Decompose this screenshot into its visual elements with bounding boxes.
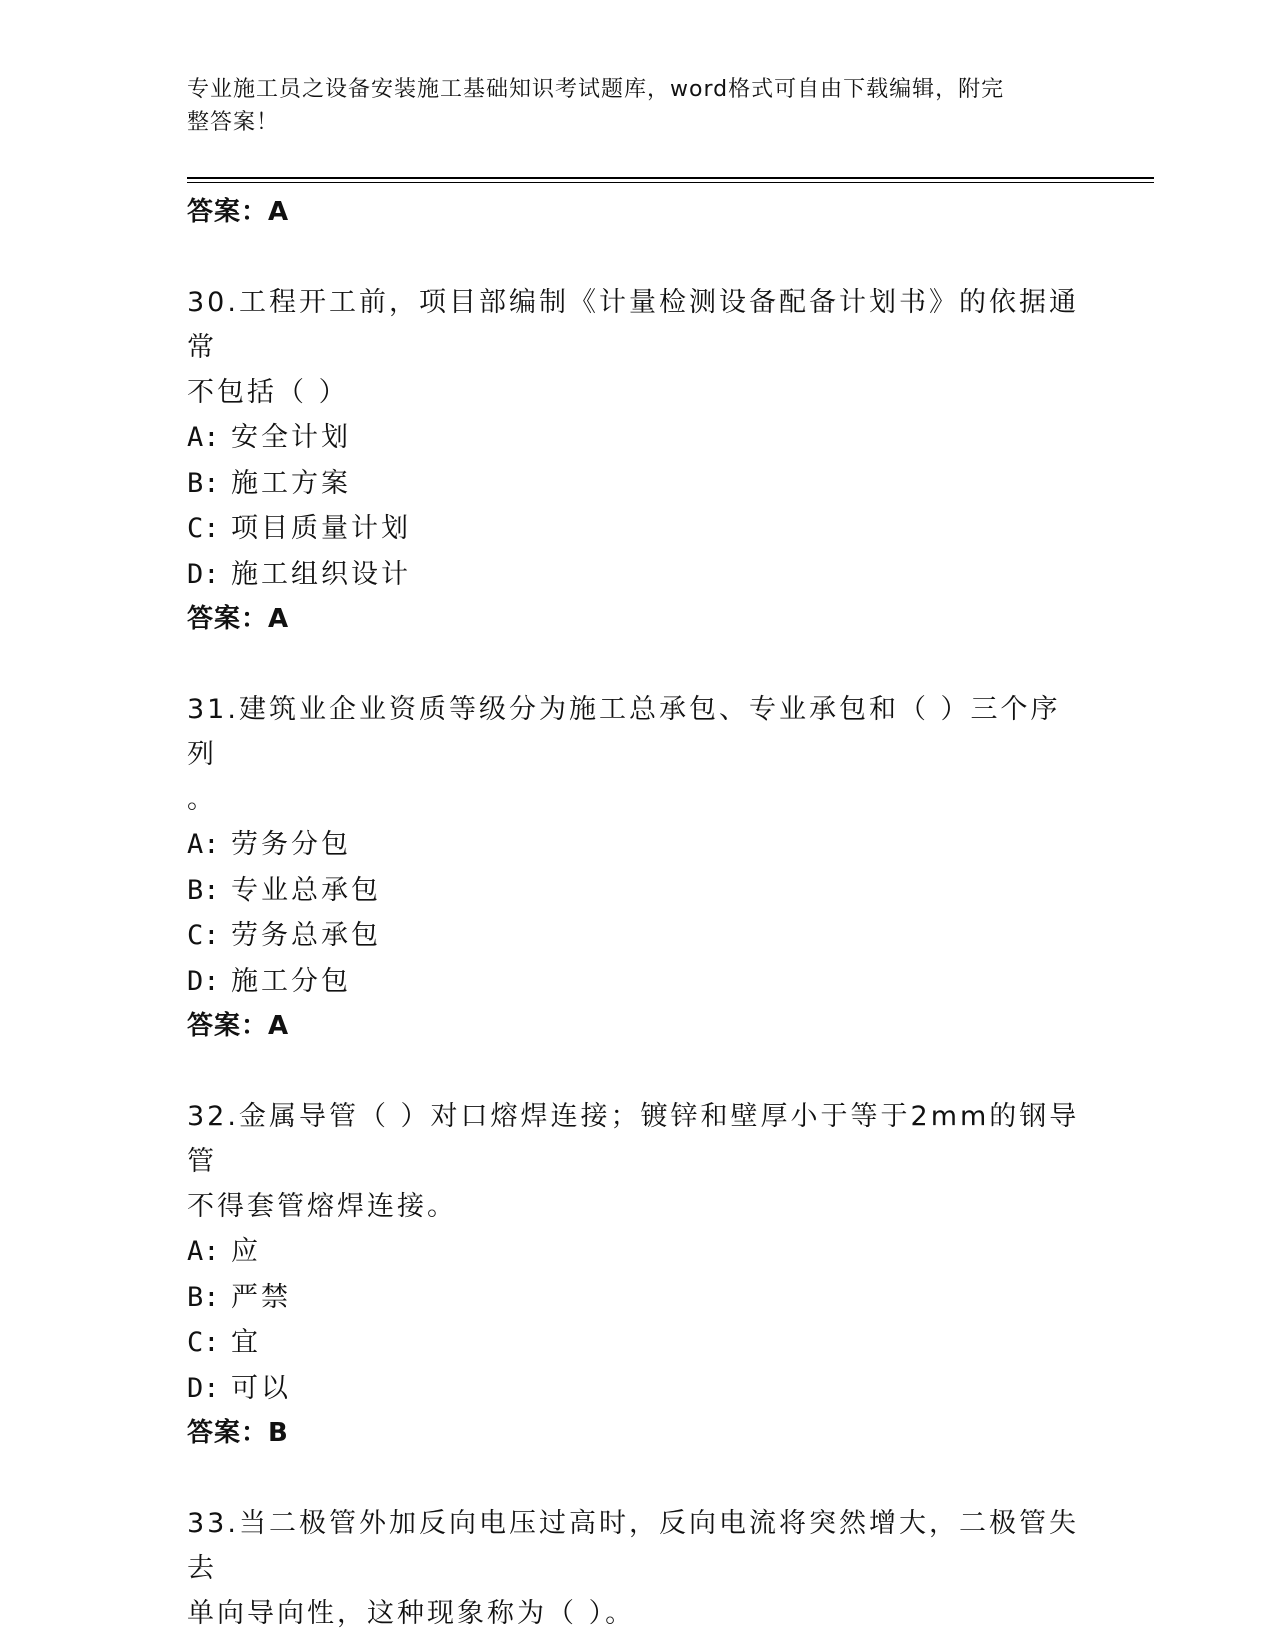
question-stem-line: 33.当二极管外加反向电压过高时，反向电流将突然增大，二极管失去	[187, 1508, 1079, 1584]
option-letter: B:	[187, 874, 220, 906]
question-stem-line: 32.金属导管（ ）对口熔焊连接；镀锌和壁厚小于等于2mm的钢导管	[187, 1101, 1080, 1177]
option-letter: B:	[187, 1281, 220, 1313]
answer-line: 答案：A	[187, 604, 290, 634]
option-a	[187, 1229, 1087, 1275]
option-d	[187, 552, 1087, 598]
option-c	[187, 913, 1087, 959]
option-text: 应	[231, 1236, 261, 1267]
option-letter: C:	[187, 1327, 220, 1358]
answer-line: 答案：B	[187, 1418, 289, 1448]
question-stem-line: 不得套管熔焊连接。	[187, 1191, 457, 1222]
question-32	[187, 1094, 1087, 1455]
header-rule-thick	[187, 177, 1154, 179]
header-line-2: 整答案！	[187, 110, 280, 135]
option-b	[187, 868, 1087, 914]
option-letter: C:	[187, 920, 220, 951]
option-text: 专业总承包	[231, 874, 381, 906]
document-header	[187, 73, 1067, 139]
answer-line: 答案：A	[187, 1011, 290, 1041]
question-33	[187, 1501, 1087, 1636]
option-text: 施工组织设计	[231, 558, 411, 590]
option-text: 劳务总承包	[231, 920, 381, 951]
option-c	[187, 506, 1087, 552]
option-b	[187, 461, 1087, 507]
option-a	[187, 822, 1087, 868]
option-letter: A:	[187, 829, 220, 860]
option-letter: D:	[187, 965, 220, 997]
question-content	[187, 190, 1087, 1636]
option-letter: C:	[187, 513, 220, 544]
option-letter: D:	[187, 1372, 220, 1404]
option-text: 项目质量计划	[231, 513, 411, 544]
option-letter: A:	[187, 422, 220, 453]
option-text: 劳务分包	[231, 829, 351, 860]
option-letter: A:	[187, 1236, 220, 1267]
option-b	[187, 1275, 1087, 1321]
option-text: 宜	[231, 1327, 261, 1358]
option-text: 施工分包	[231, 965, 351, 997]
option-d	[187, 1366, 1087, 1412]
question-stem-line: 30.工程开工前，项目部编制《计量检测设备配备计划书》的依据通常	[187, 287, 1079, 363]
question-30	[187, 280, 1087, 641]
question-31	[187, 687, 1087, 1048]
option-d	[187, 959, 1087, 1005]
option-text: 可以	[231, 1372, 291, 1404]
option-letter: D:	[187, 558, 220, 590]
option-text: 施工方案	[231, 467, 351, 499]
option-a	[187, 415, 1087, 461]
answer-line: 答案：A	[187, 197, 290, 227]
question-stem-line: 不包括（ ）	[187, 377, 349, 408]
option-text: 严禁	[231, 1281, 291, 1313]
question-stem-line: 31.建筑业企业资质等级分为施工总承包、专业承包和（ ）三个序列	[187, 694, 1061, 770]
header-line-1: 专业施工员之设备安装施工基础知识考试题库，word格式可自由下载编辑，附完	[187, 77, 1005, 102]
header-rule-thin	[187, 182, 1154, 183]
question-stem-line: 单向导向性，这种现象称为（ ）。	[187, 1598, 636, 1629]
option-text: 安全计划	[231, 422, 351, 453]
question-stem-line: 。	[187, 784, 217, 815]
option-letter: B:	[187, 467, 220, 499]
option-c	[187, 1320, 1087, 1366]
